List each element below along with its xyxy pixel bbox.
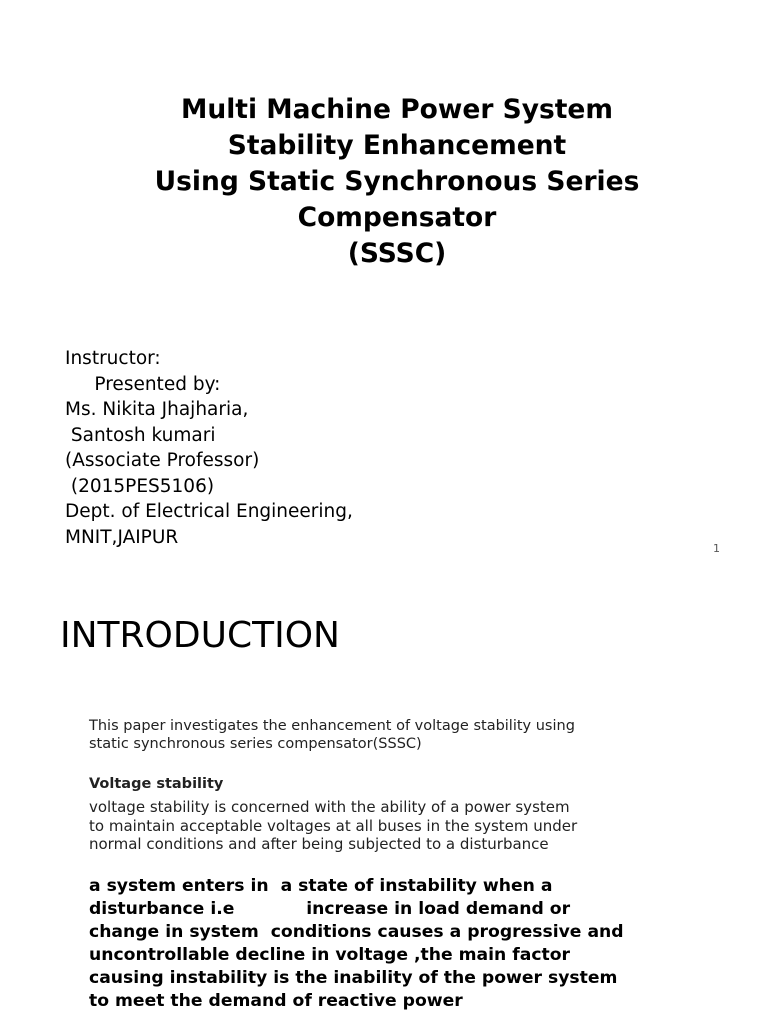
instability-paragraph — [89, 875, 649, 1013]
info-line: Presented by: — [65, 373, 221, 395]
info-line: Dept. of Electrical Engineering, — [65, 501, 353, 522]
info-line: Ms. Nikita Jhajharia, — [65, 399, 249, 420]
text-line: voltage stability is concerned with the ability of a power system — [89, 798, 570, 816]
text-line: static synchronous series compensator(SSSC) — [89, 736, 422, 752]
presenter-info — [65, 346, 353, 550]
info-line: (2015PES5106) — [65, 475, 215, 497]
info-line: Instructor: — [65, 348, 161, 369]
title-line: (SSSC) — [347, 238, 447, 269]
text-line: to meet the demand of reactive power — [89, 991, 463, 1011]
info-line: Santosh kumari — [65, 424, 216, 446]
definition-paragraph — [89, 798, 649, 854]
text-line: change in system conditions causes a progressive and — [89, 922, 624, 942]
title-line: Using Static Synchronous Series — [154, 166, 640, 197]
subheading: Voltage stability — [89, 776, 224, 792]
intro-paragraph — [89, 717, 629, 753]
text-line: to maintain acceptable voltages at all buses in the system under — [89, 816, 578, 835]
text-line: causing instability is the inability of the power system — [89, 968, 618, 988]
title-line: Stability Enhancement — [227, 130, 567, 161]
text-line: uncontrollable decline in voltage ,the main factor — [89, 945, 571, 965]
title-line: Compensator — [297, 202, 497, 233]
info-line: (Associate Professor) — [65, 450, 260, 471]
page-number: 1 — [713, 542, 720, 555]
slide-title — [100, 92, 694, 272]
info-line: MNIT,JAIPUR — [65, 526, 179, 548]
text-line: a system enters in a state of instability when a — [89, 876, 553, 896]
text-line: normal conditions and after being subjected to a disturbance — [89, 835, 549, 853]
title-line: Multi Machine Power System — [180, 94, 614, 125]
text-line: disturbance i.e increase in load demand or — [89, 899, 571, 919]
text-line: This paper investigates the enhancement of voltage stability using — [89, 718, 575, 734]
section-title: INTRODUCTION — [60, 615, 340, 656]
